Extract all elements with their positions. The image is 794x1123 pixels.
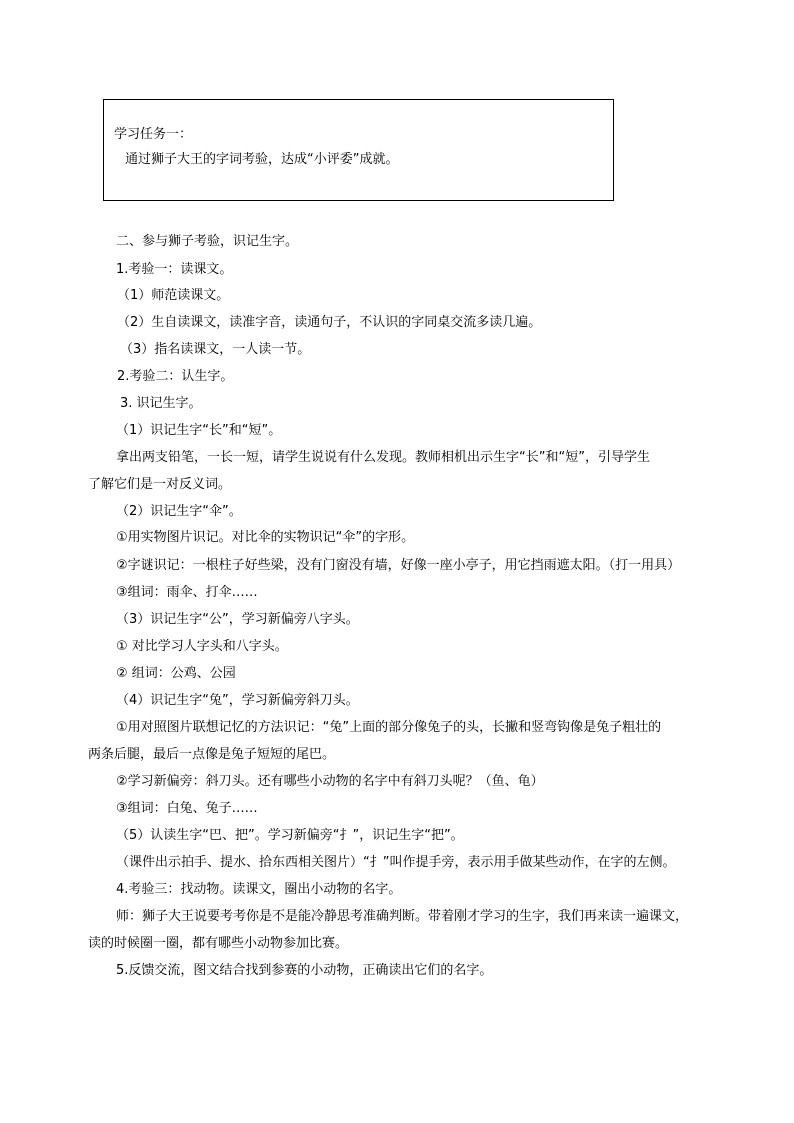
paragraph: 师：狮子大王说要考考你是不是能冷静思考准确判断。带着刚才学习的生字，我们再来读一遍课文，: [116, 909, 689, 924]
paragraph: （2）生自读课文，读准字音，读通句子，不认识的字同桌交流多读几遍。: [117, 315, 542, 330]
paragraph: 拿出两支铅笔，一长一短，请学生说说有什么发现。教师相机出示生字“长”和“短”，引导学生: [116, 450, 650, 465]
paragraph: （课件出示拍手、提水、拾东西相关图片）“扌”叫作提手旁，表示用手做某些动作，在字的左侧。: [116, 855, 676, 870]
paragraph: （1）识记生字“长”和“短”。: [116, 423, 282, 438]
task-body: 通过狮子大王的字词考验，达成“小评委”成就。: [125, 152, 399, 167]
paragraph: （4）识记生字“兔”，学习新偏旁斜刀头。: [116, 693, 359, 708]
paragraph: （3）识记生字“公”，学习新偏旁八字头。: [116, 612, 359, 627]
step-heading: 4.考验三：找动物。读课文，圈出小动物的名字。: [116, 882, 402, 897]
step-heading: 3. 识记生字。: [120, 396, 202, 411]
task-box: [103, 99, 614, 201]
task-title: 学习任务一：: [114, 127, 193, 142]
paragraph: ②学习新偏旁：斜刀头。还有哪些小动物的名字中有斜刀头呢？（鱼、龟）: [116, 774, 544, 789]
paragraph: ①用实物图片识记。对比伞的实物识记“伞”的字形。: [116, 530, 415, 545]
paragraph: （1）师范读课文。: [117, 288, 230, 303]
paragraph: ①用对照图片联想记忆的方法识记：“兔”上面的部分像兔子的头，长撇和竖弯钩像是兔子粗壮的: [116, 720, 662, 735]
step-heading: 1.考验一：读课文。: [116, 262, 233, 277]
paragraph: ① 对比学习人字头和八字头。: [116, 639, 288, 654]
paragraph: 读的时候圈一圈，都有哪些小动物参加比赛。: [88, 936, 349, 951]
paragraph: 两条后腿，最后一点像是兔子短短的尾巴。: [88, 747, 336, 762]
step-heading: 2.考验二：认生字。: [117, 369, 234, 384]
paragraph: 了解它们是一对反义词。: [88, 477, 232, 492]
paragraph: ③组词：雨伞、打伞……: [116, 585, 258, 600]
paragraph: （3）指名读课文，一人读一节。: [120, 342, 311, 357]
paragraph: （2）识记生字“伞”。: [116, 504, 242, 519]
step-heading: 5.反馈交流，图文结合找到参赛的小动物，正确读出它们的名字。: [116, 963, 493, 978]
paragraph: ② 组词：公鸡、公园: [116, 666, 236, 681]
paragraph: ③组词：白兔、兔子……: [116, 801, 258, 816]
paragraph: ②字谜识记：一根柱子好些梁，没有门窗没有墙，好像一座小亭子，用它挡雨遮太阳。（打一用具）: [116, 558, 681, 573]
paragraph: （5）认读生字“巴、把”。学习新偏旁“扌”，识记生字“把”。: [116, 828, 464, 843]
section-heading: 二、参与狮子考验，识记生字。: [116, 234, 299, 249]
